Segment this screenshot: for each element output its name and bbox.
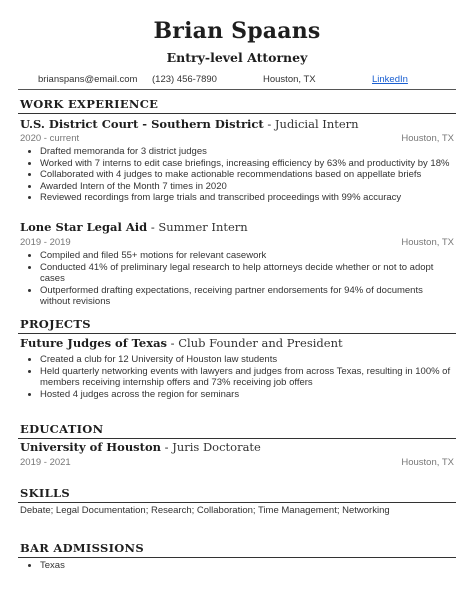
job-location: Houston, TX bbox=[401, 237, 454, 248]
project-title-line bbox=[20, 336, 343, 350]
title-separator: - bbox=[267, 117, 272, 131]
linkedin-link[interactable]: LinkedIn bbox=[372, 74, 408, 85]
job-title-line bbox=[20, 117, 359, 131]
project-role: Club Founder and President bbox=[178, 336, 343, 350]
list-item: • Created a club for 12 University of Houston law students bbox=[40, 354, 454, 366]
candidate-name: Brian Spaans bbox=[153, 18, 321, 44]
section-title-education: EDUCATION bbox=[20, 422, 104, 436]
list-item: • Texas bbox=[40, 560, 454, 572]
list-item: • Worked with 7 interns to edit case briefings, increasing efficiency by 63% and productivity by 18% bbox=[40, 158, 454, 170]
section-divider bbox=[18, 333, 456, 334]
education-title-line bbox=[20, 440, 261, 454]
contact-linkedin[interactable] bbox=[372, 74, 408, 85]
list-item: • Awarded Intern of the Month 7 times in 2020 bbox=[40, 181, 454, 193]
list-item: • Reviewed recordings from large trials and transcribed proceedings with 99% accuracy bbox=[40, 192, 454, 204]
candidate-title: Entry-level Attorney bbox=[166, 50, 308, 65]
section-divider bbox=[18, 113, 456, 114]
education-dates: 2019 - 2021 bbox=[20, 457, 71, 468]
bar-admissions-list bbox=[20, 560, 454, 572]
job-organization: Lone Star Legal Aid bbox=[20, 220, 148, 234]
job-role: Summer Intern bbox=[158, 220, 248, 234]
list-item: • Conducted 41% of preliminary legal research to help attorneys decide whether or not to adopt cases bbox=[40, 262, 454, 285]
list-item: • Compiled and filed 55+ motions for relevant casework bbox=[40, 250, 454, 262]
section-title-skills: SKILLS bbox=[20, 486, 70, 500]
header-divider bbox=[18, 89, 456, 90]
school-name: University of Houston bbox=[20, 440, 161, 454]
project-name: Future Judges of Texas bbox=[20, 336, 168, 350]
job-bullets bbox=[20, 146, 454, 204]
section-divider bbox=[18, 438, 456, 439]
education-location: Houston, TX bbox=[401, 457, 454, 468]
project-bullets bbox=[20, 354, 454, 400]
section-divider bbox=[18, 502, 456, 503]
list-item: • Hosted 4 judges across the region for seminars bbox=[40, 389, 454, 401]
education-meta bbox=[20, 457, 454, 468]
job-dates: 2020 - current bbox=[20, 133, 80, 144]
section-title-bar-admissions: BAR ADMISSIONS bbox=[20, 541, 144, 555]
job-bullets bbox=[20, 250, 454, 308]
job-title-line bbox=[20, 220, 248, 234]
list-item: • Collaborated with 4 judges to make actionable recommendations based on appellate briefs bbox=[40, 169, 454, 181]
job-dates: 2019 - 2019 bbox=[20, 237, 71, 248]
contact-email: brianspans@email.com bbox=[38, 74, 138, 85]
job-organization: U.S. District Court - Southern District bbox=[20, 117, 264, 131]
section-divider bbox=[18, 557, 456, 558]
title-separator: - bbox=[164, 440, 169, 454]
job-meta bbox=[20, 237, 454, 248]
job-role: Judicial Intern bbox=[274, 117, 359, 131]
job-meta bbox=[20, 133, 454, 144]
section-title-projects: PROJECTS bbox=[20, 317, 91, 331]
title-separator: - bbox=[170, 336, 175, 350]
list-item: • Outperformed drafting expectations, receiving partner endorsements for 94% of documents without revisions bbox=[40, 285, 454, 308]
contact-phone: (123) 456-7890 bbox=[152, 74, 217, 85]
skills-list: Debate; Legal Documentation; Research; Collaboration; Time Management; Networking bbox=[20, 505, 390, 516]
list-item: • Drafted memoranda for 3 district judges bbox=[40, 146, 454, 158]
job-location: Houston, TX bbox=[401, 133, 454, 144]
degree: Juris Doctorate bbox=[172, 440, 261, 454]
contact-location: Houston, TX bbox=[263, 74, 316, 85]
section-title-work-experience: WORK EXPERIENCE bbox=[20, 97, 159, 111]
title-separator: - bbox=[150, 220, 155, 234]
list-item: • Held quarterly networking events with lawyers and judges from across Texas, resulting in 100% of members receiving internship offers and 73% receiving job offers bbox=[40, 366, 454, 389]
